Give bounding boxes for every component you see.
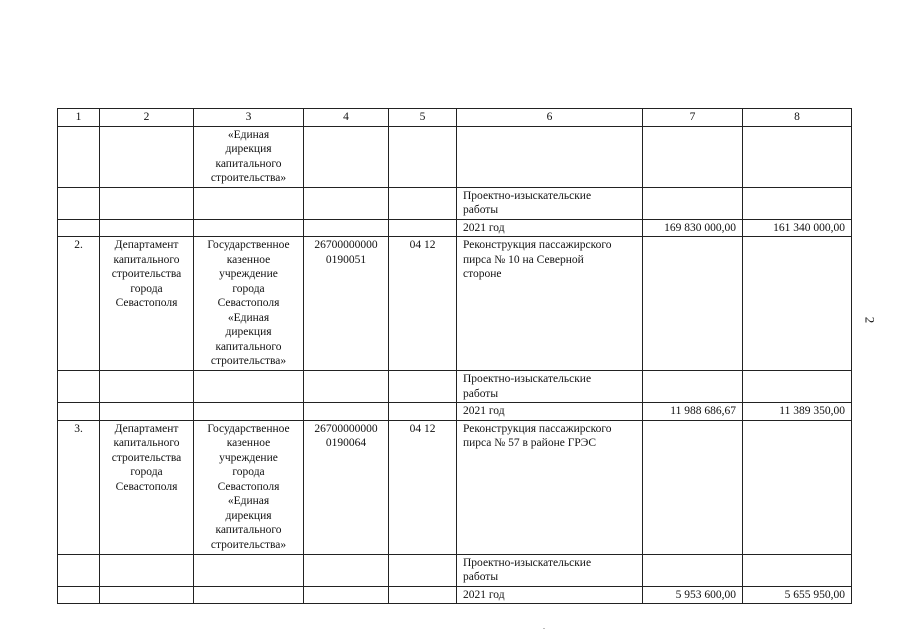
section-cell: 04 12 <box>389 237 457 371</box>
table-row <box>58 219 852 237</box>
program-table <box>57 108 852 604</box>
header-cell-2: 2 <box>100 109 194 127</box>
value-col7: 11 988 686,67 <box>643 403 743 421</box>
year-cell: 2021 год <box>457 403 643 421</box>
value-col7: 5 953 600,00 <box>643 586 743 604</box>
table-row <box>58 420 852 554</box>
table-row <box>58 187 852 219</box>
table-row <box>58 403 852 421</box>
header-cell-1: 1 <box>58 109 100 127</box>
budget-code-cell: 26700000000 0190064 <box>304 420 389 554</box>
table-row <box>58 586 852 604</box>
object-cell: Реконструкция пассажирского пирса № 10 на Северной стороне <box>457 237 643 371</box>
header-cell-8: 8 <box>743 109 852 127</box>
header-cell-7: 7 <box>643 109 743 127</box>
department-cell: Департамент капитального строительства города Севастополя <box>100 237 194 371</box>
department-cell: Департамент капитального строительства города Севастополя <box>100 420 194 554</box>
agency-cell: «Единая дирекция капитального строительства» <box>194 126 304 187</box>
page-number: 2 <box>862 316 878 324</box>
work-type-cell: Проектно-изыскательские работы <box>457 371 643 403</box>
work-type-cell: Проектно-изыскательские работы <box>457 187 643 219</box>
value-col8: 11 389 350,00 <box>743 403 852 421</box>
header-cell-6: 6 <box>457 109 643 127</box>
agency-cell: Государственное казенное учреждение города Севастополя «Единая дирекция капитального строительства» <box>194 420 304 554</box>
item-number: 3. <box>58 420 100 554</box>
header-cell-4: 4 <box>304 109 389 127</box>
value-col8: 5 655 950,00 <box>743 586 852 604</box>
value-col8: 161 340 000,00 <box>743 219 852 237</box>
header-cell-5: 5 <box>389 109 457 127</box>
table-row <box>58 554 852 586</box>
scan-artifact <box>543 628 545 629</box>
section-cell: 04 12 <box>389 420 457 554</box>
table-row <box>58 371 852 403</box>
table-row <box>58 126 852 187</box>
object-cell: Реконструкция пассажирского пирса № 57 в районе ГРЭС <box>457 420 643 554</box>
value-col7: 169 830 000,00 <box>643 219 743 237</box>
header-row <box>58 109 852 127</box>
work-type-cell: Проектно-изыскательские работы <box>457 554 643 586</box>
year-cell: 2021 год <box>457 586 643 604</box>
agency-cell: Государственное казенное учреждение города Севастополя «Единая дирекция капитального строительства» <box>194 237 304 371</box>
item-number: 2. <box>58 237 100 371</box>
year-cell: 2021 год <box>457 219 643 237</box>
table-row <box>58 237 852 371</box>
budget-code-cell: 26700000000 0190051 <box>304 237 389 371</box>
header-cell-3: 3 <box>194 109 304 127</box>
